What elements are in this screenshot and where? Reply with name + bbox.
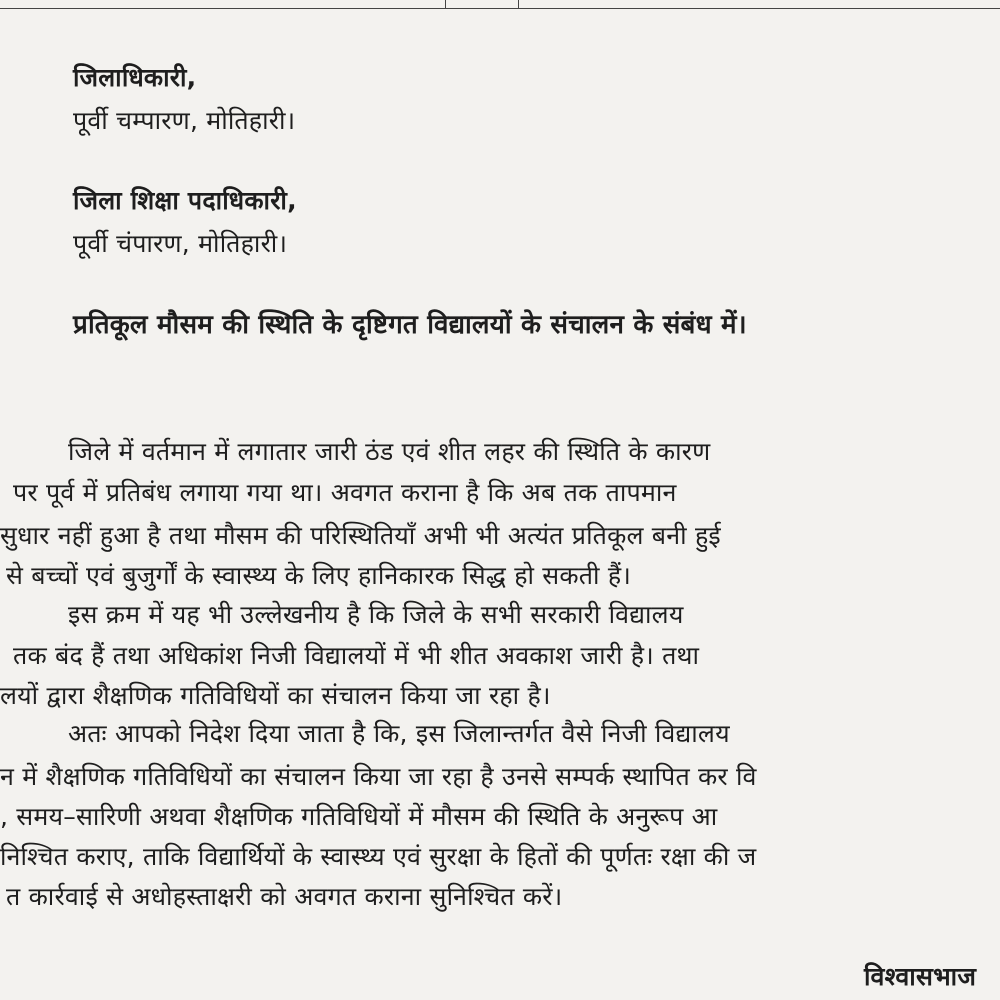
- body-line: त कार्रवाई से अधोहस्ताक्षरी को अवगत कराना सुनिश्चित करें।: [6, 882, 563, 911]
- addressee-2-title: जिला शिक्षा पदाधिकारी,: [73, 186, 297, 215]
- body-line: पर पूर्व में प्रतिबंध लगाया गया था। अवगत कराना है कि अब तक तापमान: [13, 478, 677, 507]
- body-line: इस क्रम में यह भी उल्लेखनीय है कि जिले के सभी सरकारी विद्यालय: [68, 600, 684, 629]
- addressee-1-place: पूर्वी चम्पारण, मोतिहारी।: [73, 106, 296, 135]
- body-line: अतः आपको निदेश दिया जाता है कि, इस जिलान्तर्गत वैसे निजी विद्यालय: [68, 719, 730, 748]
- addressee-2-place: पूर्वी चंपारण, मोतिहारी।: [73, 229, 288, 258]
- addressee-1-title: जिलाधिकारी,: [73, 63, 197, 92]
- body-line: तक बंद हैं तथा अधिकांश निजी विद्यालयों में भी शीत अवकाश जारी है। तथा: [13, 641, 700, 670]
- closing-signoff: विश्वासभाज: [864, 962, 977, 991]
- body-line: सुधार नहीं हुआ है तथा मौसम की परिस्थितियाँ अभी भी अत्यंत प्रतिकूल बनी हुई: [0, 521, 721, 550]
- top-border-tick: [518, 0, 519, 8]
- body-line: निश्चित कराए, ताकि विद्यार्थियों के स्वास्थ्य एवं सुरक्षा के हितों की पूर्णतः रक्षा की ज: [0, 842, 757, 871]
- subject-line: प्रतिकूल मौसम की स्थिति के दृष्टिगत विद्यालयों के संचालन के संबंध में।: [73, 310, 747, 340]
- top-border-tick: [445, 0, 446, 8]
- body-line: लयों द्वारा शैक्षणिक गतिविधियों का संचालन किया जा रहा है।: [0, 681, 551, 710]
- body-line: न में शैक्षणिक गतिविधियों का संचालन किया जा रहा है उनसे सम्पर्क स्थापित कर वि: [0, 762, 757, 791]
- body-line: से बच्चों एवं बुजुर्गों के स्वास्थ्य के लिए हानिकारक सिद्ध हो सकती हैं।: [6, 561, 632, 590]
- top-border-line: [0, 8, 1000, 9]
- body-line: , समय–सारिणी अथवा शैक्षणिक गतिविधियों में मौसम की स्थिति के अनुरूप आ: [0, 802, 718, 831]
- body-line: जिले में वर्तमान में लगातार जारी ठंड एवं शीत लहर की स्थिति के कारण: [68, 437, 711, 466]
